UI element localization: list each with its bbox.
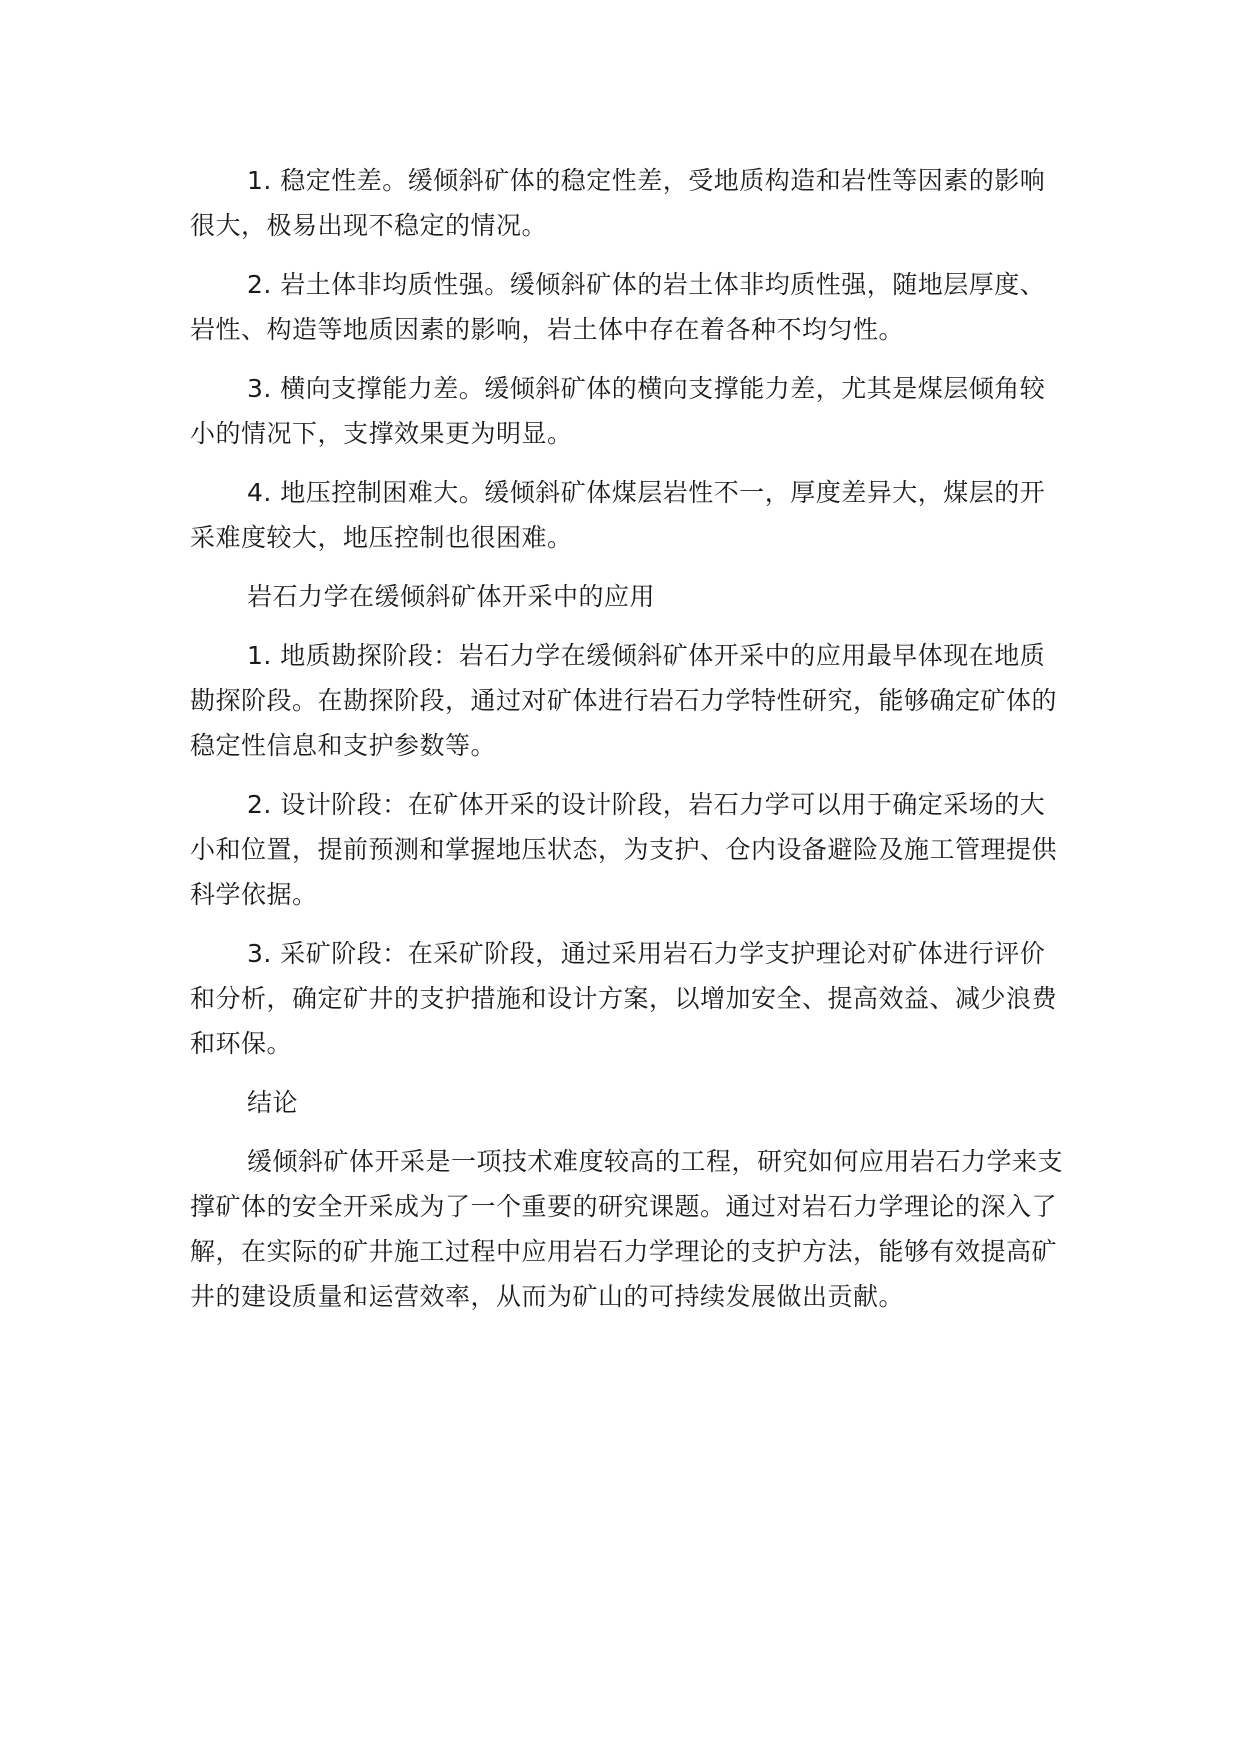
- paragraph-mining-stage: 3. 采矿阶段：在采矿阶段，通过采用岩石力学支护理论对矿体进行评价和分析，确定矿井的支护措施和设计方案，以增加安全、提高效益、减少浪费和环保。: [190, 939, 1058, 1058]
- paragraph-ground-pressure: 4. 地压控制困难大。缓倾斜矿体煤层岩性不一，厚度差异大，煤层的开采难度较大，地压控制也很困难。: [190, 478, 1046, 552]
- section-heading-conclusion: 结论: [247, 1088, 299, 1117]
- paragraph-conclusion: 缓倾斜矿体开采是一项技术难度较高的工程，研究如何应用岩石力学来支撑矿体的安全开采成为了一个重要的研究课题。通过对岩石力学理论的深入了解，在实际的矿井施工过程中应用岩石力学理论的支护方法，能够有效提高矿井的建设质量和运营效率，从而为矿山的可持续发展做出贡献。: [190, 1147, 1064, 1311]
- paragraph-design-stage: 2. 设计阶段：在矿体开采的设计阶段，岩石力学可以用于确定采场的大小和位置，提前预测和掌握地压状态，为支护、仓内设备避险及施工管理提供科学依据。: [190, 790, 1058, 909]
- section-heading-applications: 岩石力学在缓倾斜矿体开采中的应用: [247, 582, 656, 611]
- document-body: [190, 158, 1070, 1333]
- paragraph-exploration-stage: 1. 地质勘探阶段：岩石力学在缓倾斜矿体开采中的应用最早体现在地质勘探阶段。在勘探阶段，通过对矿体进行岩石力学特性研究，能够确定矿体的稳定性信息和支护参数等。: [190, 641, 1058, 760]
- paragraph-heterogeneity: 2. 岩土体非均质性强。缓倾斜矿体的岩土体非均质性强，随地层厚度、岩性、构造等地质因素的影响，岩土体中存在着各种不均匀性。: [190, 270, 1046, 344]
- paragraph-lateral-support: 3. 横向支撑能力差。缓倾斜矿体的横向支撑能力差，尤其是煤层倾角较小的情况下，支撑效果更为明显。: [190, 374, 1046, 448]
- paragraph-stability: 1. 稳定性差。缓倾斜矿体的稳定性差，受地质构造和岩性等因素的影响很大，极易出现不稳定的情况。: [190, 166, 1046, 240]
